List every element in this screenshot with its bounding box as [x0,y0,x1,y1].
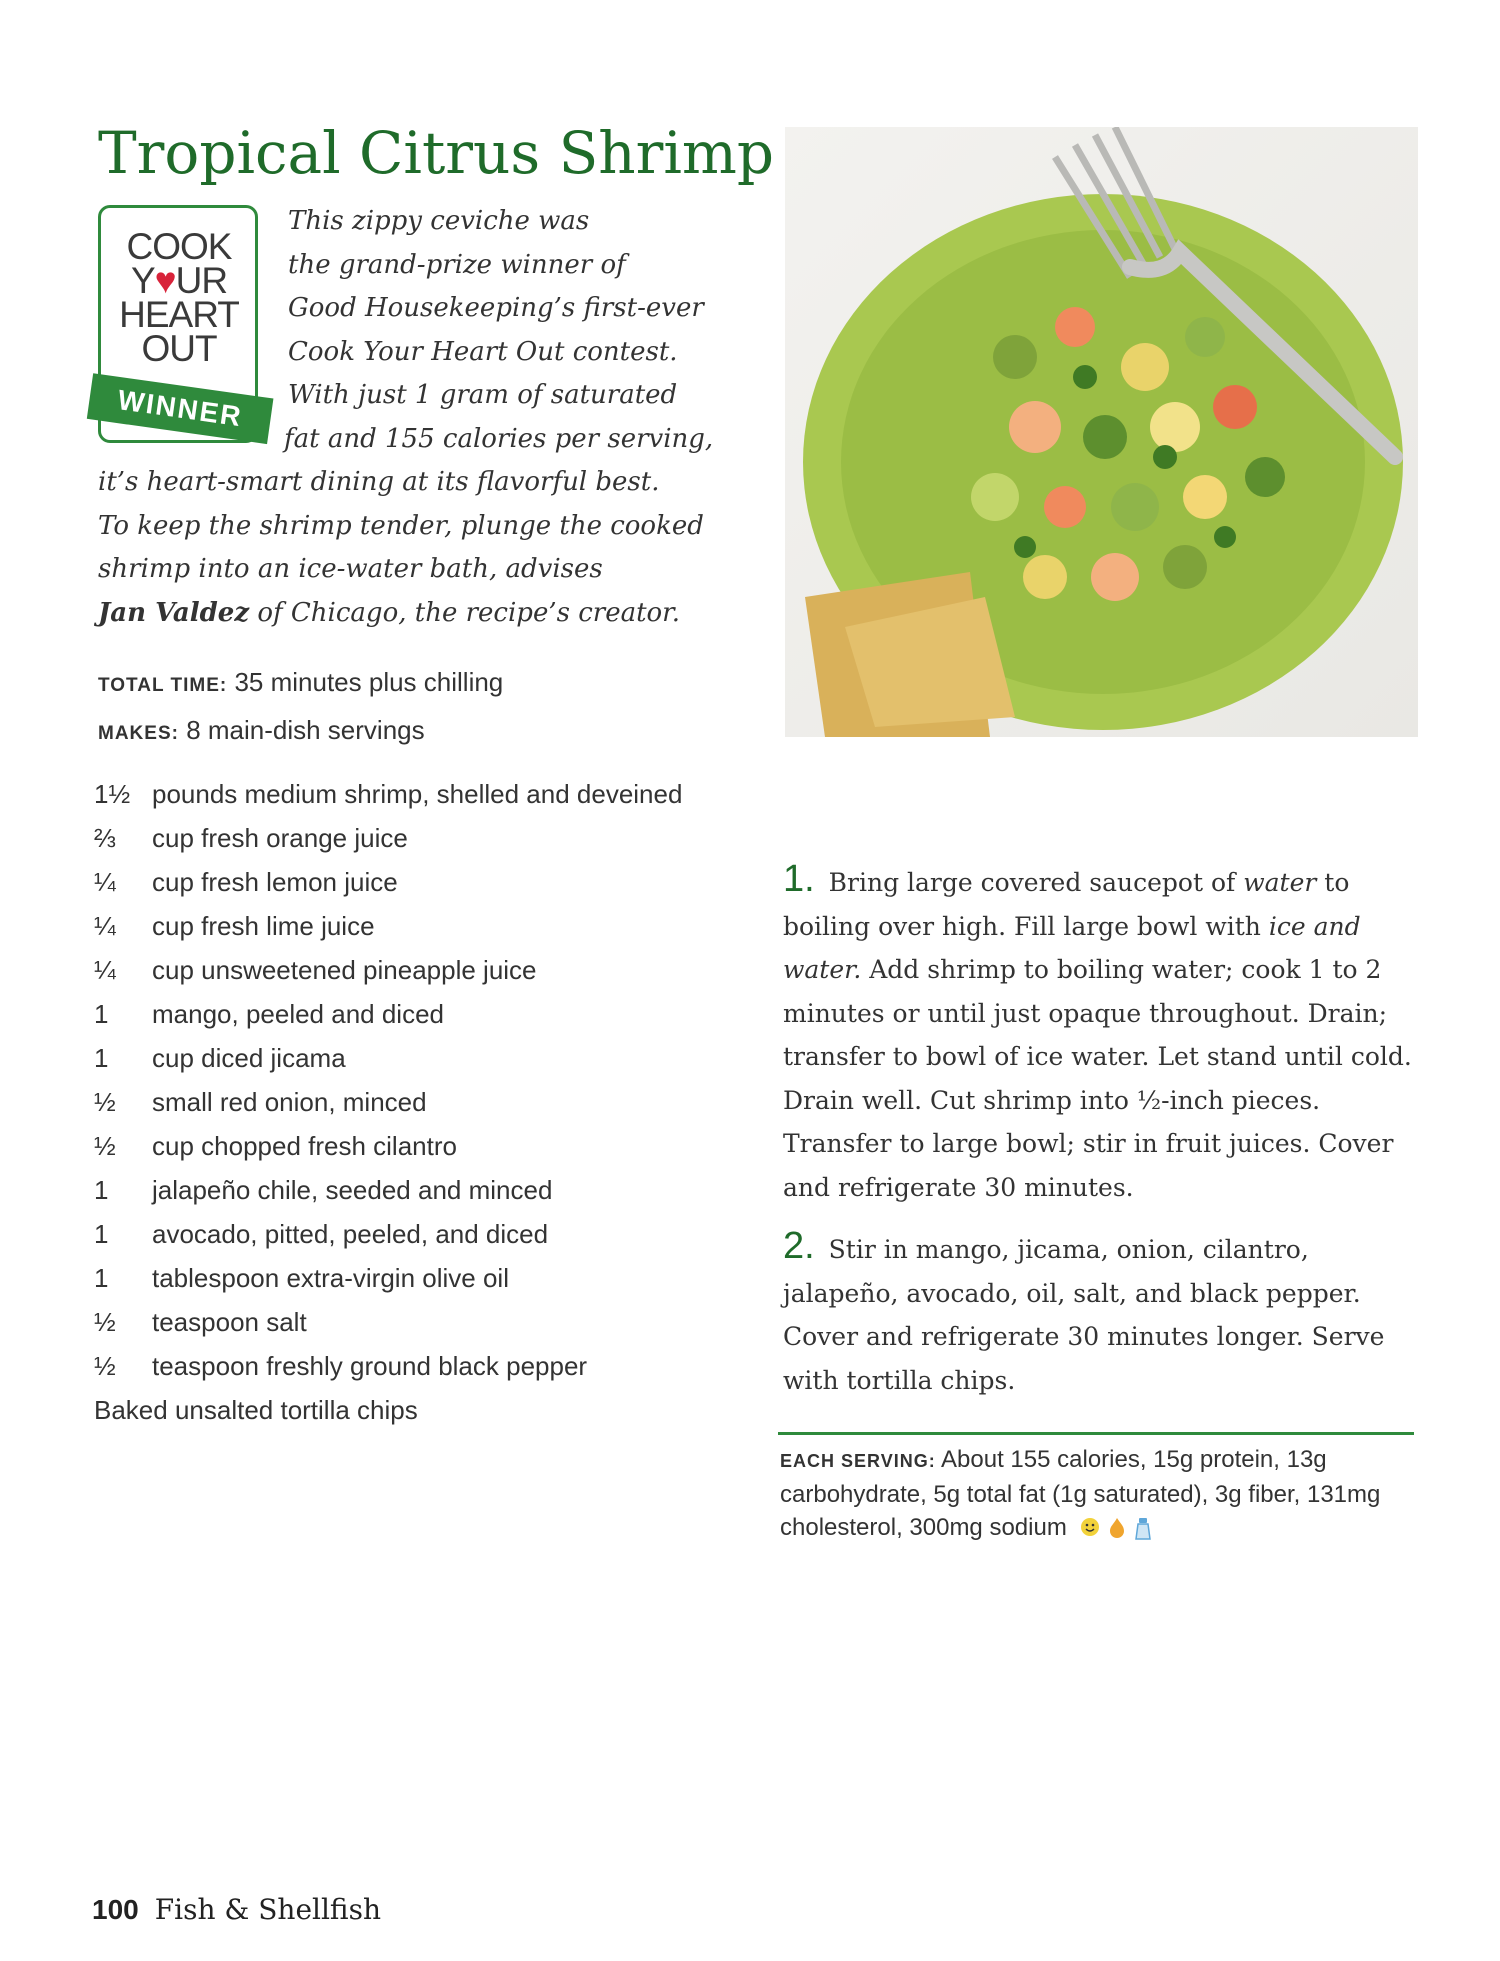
ingredient-row [94,822,714,854]
total-time [98,660,718,708]
ingredient-row [94,866,714,898]
ingredient-quantity: ¼ [94,955,116,985]
ingredient-row [94,1350,714,1382]
intro-line: This zippy ceviche was [288,206,590,236]
ingredient-quantity: ½ [94,1087,116,1117]
intro-line: With just 1 gram of saturated [288,380,678,410]
intro-line: Jan Valdez of Chicago, the recipe’s creator. [98,597,681,628]
smiley-icon [1080,1517,1100,1537]
badge-line-heart: HEART [119,294,239,335]
ingredient-text: cup unsweetened pineapple juice [152,955,537,985]
ingredient-text: small red onion, minced [152,1087,427,1117]
total-time-label: TOTAL TIME: [98,675,228,696]
ingredient-row [94,778,714,810]
section-name: Fish & Shellfish [154,1893,382,1926]
step-2: 2. Stir in mango, jicama, onion, cilantro, jalapeño, avocado, oil, salt, and black pepper. Cover and refrigerate 30 minutes longer. Serve with tortilla chips. [783,1225,1385,1395]
ingredient-text: avocado, pitted, peeled, and diced [152,1219,549,1249]
ingredient-quantity: 1 [94,1043,109,1073]
nutrition-text: About 155 calories, 15g protein, 13g carbohydrate, 5g total fat (1g saturated), 3g fiber, 131mg cholesterol, 300mg sodium [780,1446,1381,1541]
ingredient-row [94,910,714,942]
ingredient-text: cup fresh orange juice [152,823,408,853]
step-number: 1. [783,858,815,900]
ingredient-quantity: 1 [94,1219,109,1249]
makes-value: 8 main-dish servings [186,715,425,745]
makes [98,708,718,756]
step-number: 2. [783,1225,815,1267]
ingredient-quantity: ½ [94,1307,116,1337]
ingredient-quantity: ¼ [94,867,116,897]
flame-icon [1108,1517,1126,1539]
ingredients-list [94,778,714,1426]
ingredient-row [94,1086,714,1118]
intro-line: Good Housekeeping’s first-ever [288,293,704,323]
badge-line-out: OUT [141,328,217,369]
intro-text [98,200,718,635]
ingredient-quantity: 1½ [94,779,131,809]
ingredient-quantity: ¼ [94,911,116,941]
ingredient-row [94,1042,714,1074]
recipe-title: Tropical Citrus Shrimp [98,119,775,187]
ingredient-row [94,1306,714,1338]
ingredient-quantity: ½ [94,1131,116,1161]
intro-line: shrimp into an ice-water bath, advises [98,554,603,584]
ingredient-text: mango, peeled and diced [152,999,445,1029]
badge-line-cook: COOK [126,226,232,267]
ingredient-row [94,998,714,1030]
creator-name: Jan Valdez [98,597,250,628]
makes-label: MAKES: [98,723,179,744]
ingredient-text: teaspoon freshly ground black pepper [152,1351,588,1381]
ingredient-quantity: 1 [94,1263,109,1293]
ingredient-row [94,1262,714,1294]
ingredient-extra: Baked unsalted tortilla chips [94,1395,418,1425]
ingredient-text: teaspoon salt [152,1307,307,1337]
total-time-value: 35 minutes plus chilling [234,667,504,697]
ingredient-quantity: 1 [94,999,109,1029]
ceviche-plate-illustration [785,127,1418,737]
nutrition-divider [778,1432,1414,1435]
dish-photo [785,127,1418,737]
ingredient-quantity: ½ [94,1351,116,1381]
nutrition-info [780,1443,1420,1544]
ingredient-text: cup chopped fresh cilantro [152,1131,457,1161]
ingredient-text: pounds medium shrimp, shelled and deveined [152,779,683,809]
ingredient-row [94,954,714,986]
ingredient-text: cup fresh lemon juice [152,867,398,897]
ingredient-text: jalapeño chile, seeded and minced [152,1175,553,1205]
recipe-meta [98,660,718,756]
winner-label: WINNER [115,384,245,433]
ingredient-row [94,1218,714,1250]
ingredient-quantity: ⅔ [94,823,116,853]
page-number: 100 [92,1894,139,1925]
ingredient-text: cup diced jicama [152,1043,346,1073]
intro-line: fat and 155 calories per serving, [284,423,714,454]
badge-line-your: Y♥UR [130,260,228,301]
intro-line: Cook Your Heart Out contest. [288,336,678,367]
ingredient-text: cup fresh lime juice [152,911,375,941]
step-1: 1. Bring large covered saucepot of water to boiling over high. Fill large bowl with ice and water. Add shrimp to boiling water; cook 1 to 2 minutes or until just opaque throughout. Drain; transfer to bowl of ice water. Let stand until cold. Drain well. Cut shrimp into ½-inch pieces. Transfer to large bowl; stir in fruit juices. Cover and refrigerate 30 minutes. [783,858,1412,1202]
intro-line: To keep the shrimp tender, plunge the cooked [98,510,704,541]
ingredient-text: tablespoon extra-virgin olive oil [152,1263,509,1293]
intro-line: the grand-prize winner of [288,249,626,280]
intro-line: it’s heart-smart dining at its flavorful best. [98,467,660,497]
directions [783,858,1415,1418]
nutrition-icons [1080,1517,1152,1541]
nutrition-label: EACH SERVING: [780,1451,936,1471]
ingredient-row [94,1130,714,1162]
salt-shaker-icon [1134,1517,1152,1541]
page-footer [92,1893,381,1926]
ingredient-quantity: 1 [94,1175,109,1205]
heart-icon: ♥ [154,260,176,301]
ingredient-row [94,1174,714,1206]
